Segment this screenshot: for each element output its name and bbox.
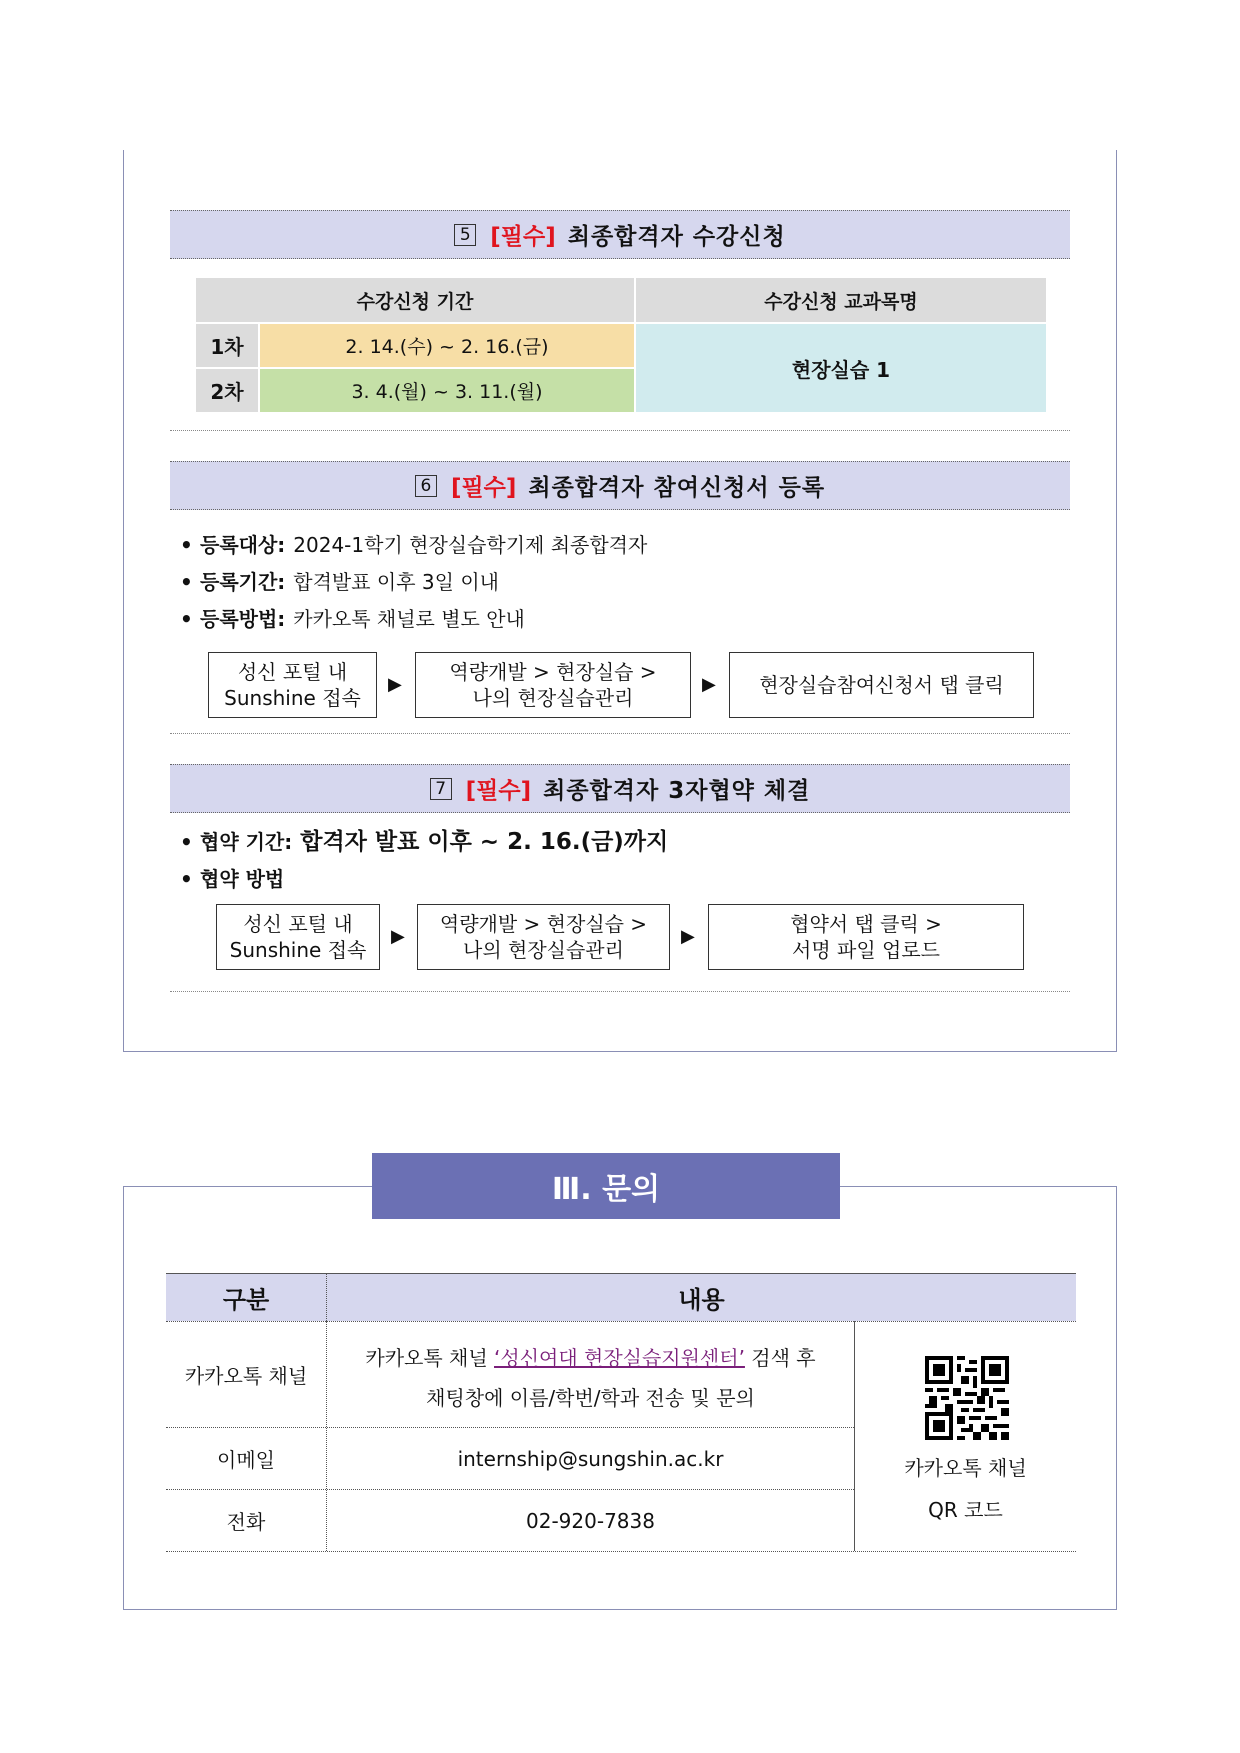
flow-step-line: 역량개발 > 현장실습 > [449,660,657,684]
section7-title: 최종합격자 3자협약 체결 [543,778,811,804]
section5-header [170,210,1070,259]
table-header-period: 수강신청 기간 [196,278,634,322]
kakao-text-line2: 채팅창에 이름/학번/학과 전송 및 문의 [426,1386,755,1410]
flow-step-2 [415,652,691,718]
arrow-right-icon: ▶ [681,926,695,947]
bullet-item: • 협약 기간: 합격자 발표 이후 ~ 2. 16.(금)까지 [180,824,1060,861]
divider [170,430,1070,431]
section6-required-tag: [필수] [450,475,517,501]
flow-step-line: Sunshine 접속 [229,938,367,962]
bullet-key: 등록대상: [200,533,286,557]
period-row-1: 2. 14.(수) ~ 2. 16.(금) [260,324,634,367]
qr-code-icon[interactable] [925,1356,1009,1440]
flow-step-3 [729,652,1034,718]
section6-bullets [180,527,1060,638]
section7-number: 7 [430,778,452,800]
flow-step-3 [708,904,1024,970]
flow-step-line: 현장실습참여신청서 탭 클릭 [759,673,1004,697]
divider [170,733,1070,734]
divider [170,991,1070,992]
qr-caption-line: 카카오톡 채널 [904,1456,1027,1480]
bullet-item: • 등록기간: 합격발표 이후 3일 이내 [180,564,1060,601]
section5-title: 최종합격자 수강신청 [567,224,786,250]
section6-header [170,461,1070,510]
arrow-right-icon: ▶ [388,674,402,695]
course-name: 현장실습 1 [636,324,1046,412]
bullet-item: • 등록대상: 2024-1학기 현장실습학기제 최종합격자 [180,527,1060,564]
flow-step-line: Sunshine 접속 [224,686,361,710]
row-label-1: 1차 [196,324,258,367]
flow-step-line: 서명 파일 업로드 [792,938,940,962]
section7-header [170,764,1070,813]
arrow-right-icon: ▶ [702,674,716,695]
section3-banner: Ⅲ. 문의 [372,1153,840,1219]
arrow-right-icon: ▶ [391,926,405,947]
bullet-key: 협약 방법 [200,867,285,891]
bullet-key: 등록기간: [200,570,286,594]
flow-step-line: 역량개발 > 현장실습 > [439,912,648,936]
section5-number: 5 [454,224,476,246]
section7-required-tag: [필수] [465,778,532,804]
kakao-channel-link[interactable]: ‘성신여대 현장실습지원센터’ [494,1346,745,1370]
qr-caption-line: QR 코드 [928,1498,1003,1522]
bullet-value: 카카오톡 채널로 별도 안내 [293,607,525,631]
section5-required-tag: [필수] [490,224,556,250]
email-value[interactable]: internship@sungshin.ac.kr [457,1446,724,1471]
flow-step-line: 성신 포털 내 [243,912,353,936]
bullet-value: 합격발표 이후 3일 이내 [293,570,499,594]
section7-bullets [180,824,1060,898]
bullet-value: 2024-1학기 현장실습학기제 최종합격자 [293,533,648,557]
table-header-course: 수강신청 교과목명 [636,278,1046,322]
flow-step-line: 나의 현장실습관리 [472,686,634,710]
period-row-2: 3. 4.(월) ~ 3. 11.(월) [260,369,634,412]
flow-step-line: 성신 포털 내 [237,660,348,684]
flow-step-1 [216,904,380,970]
section6-number: 6 [415,475,437,497]
row-label-2: 2차 [196,369,258,412]
divider [166,1551,1076,1552]
email-label: 이메일 [217,1448,275,1472]
flow-step-2 [417,904,670,970]
kakao-text: 카카오톡 채널 [365,1346,495,1370]
qr-caption [855,1447,1076,1531]
bullet-item: • 협약 방법 [180,861,1060,898]
flow-step-line: 협약서 탭 클릭 > [790,912,942,936]
bullet-key: 등록방법: [200,607,286,631]
phone-label: 전화 [226,1510,266,1534]
kakao-label: 카카오톡 채널 [184,1364,308,1388]
kakao-content [327,1338,854,1418]
flow-step-1 [208,652,377,718]
bullet-item: • 등록방법: 카카오톡 채널로 별도 안내 [180,601,1060,638]
header-content: 내용 [326,1273,1076,1321]
bullet-value: 합격자 발표 이후 ~ 2. 16.(금)까지 [300,829,669,855]
header-category: 구분 [222,1285,270,1314]
phone-value[interactable]: 02-920-7838 [526,1508,655,1533]
section6-title: 최종합격자 참여신청서 등록 [528,475,826,501]
bullet-key: 협약 기간: [200,830,293,854]
kakao-text: 검색 후 [744,1346,816,1370]
flow-step-line: 나의 현장실습관리 [463,938,624,962]
